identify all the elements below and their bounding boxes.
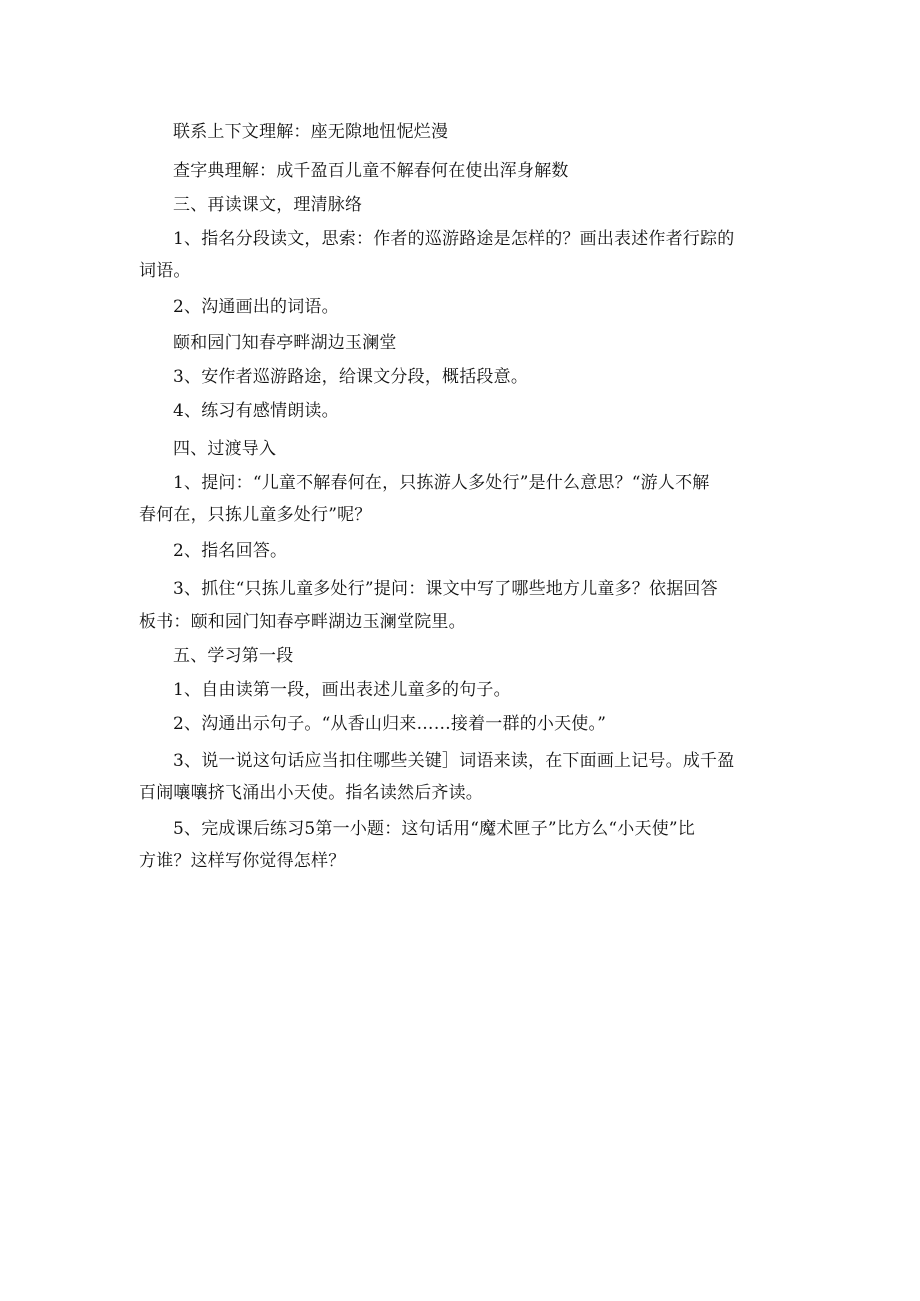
text-line: 2、沟通出示句子。“从香山归来……接着一群的小天使。” (173, 714, 607, 734)
text-line: 查字典理解：成千盈百儿童不解春何在使出浑身解数 (173, 161, 569, 181)
text-line: 方谁？这样写你觉得怎样？ (139, 851, 346, 871)
text-line: 1、提问：“儿童不解春何在，只拣游人多处行”是什么意思？“游人不解 (173, 473, 710, 493)
text-line: 板书：颐和园门知春亭畔湖边玉澜堂院里。 (139, 612, 466, 632)
text-line: 3、安作者巡游路途，给课文分段，概括段意。 (173, 367, 529, 387)
text-line: 3、说一说这句话应当扣住哪些关键］词语来读，在下面画上记号。成千盈 (173, 751, 735, 771)
text-line: 颐和园门知春亭畔湖边玉澜堂 (173, 333, 397, 353)
text-line: 词语。 (139, 261, 191, 281)
text-line: 2、沟通画出的词语。 (173, 297, 339, 317)
text-line: 2、指名回答。 (173, 541, 288, 561)
text-line: 联系上下文理解：座无隙地忸怩烂漫 (173, 122, 449, 142)
text-line: 1、指名分段读文，思索：作者的巡游路途是怎样的？画出表述作者行踪的 (173, 229, 735, 249)
text-line: 1、自由读第一段，画出表述儿童多的句子。 (173, 680, 511, 700)
section-heading: 三、再读课文，理清脉络 (173, 195, 363, 215)
section-heading: 五、学习第一段 (173, 646, 294, 666)
section-heading: 四、过渡导入 (173, 439, 277, 459)
text-line: 春何在，只拣儿童多处行”呢？ (139, 505, 372, 525)
text-line: 4、练习有感情朗读。 (173, 401, 339, 421)
text-line: 5、完成课后练习5第一小题：这句话用“魔术匣子”比方么“小天使”比 (173, 819, 695, 839)
text-line: 百闹嚷嚷挤飞涌出小天使。指名读然后齐读。 (139, 783, 483, 803)
text-line: 3、抓住“只拣儿童多处行”提问：课文中写了哪些地方儿童多？依据回答 (173, 579, 718, 599)
